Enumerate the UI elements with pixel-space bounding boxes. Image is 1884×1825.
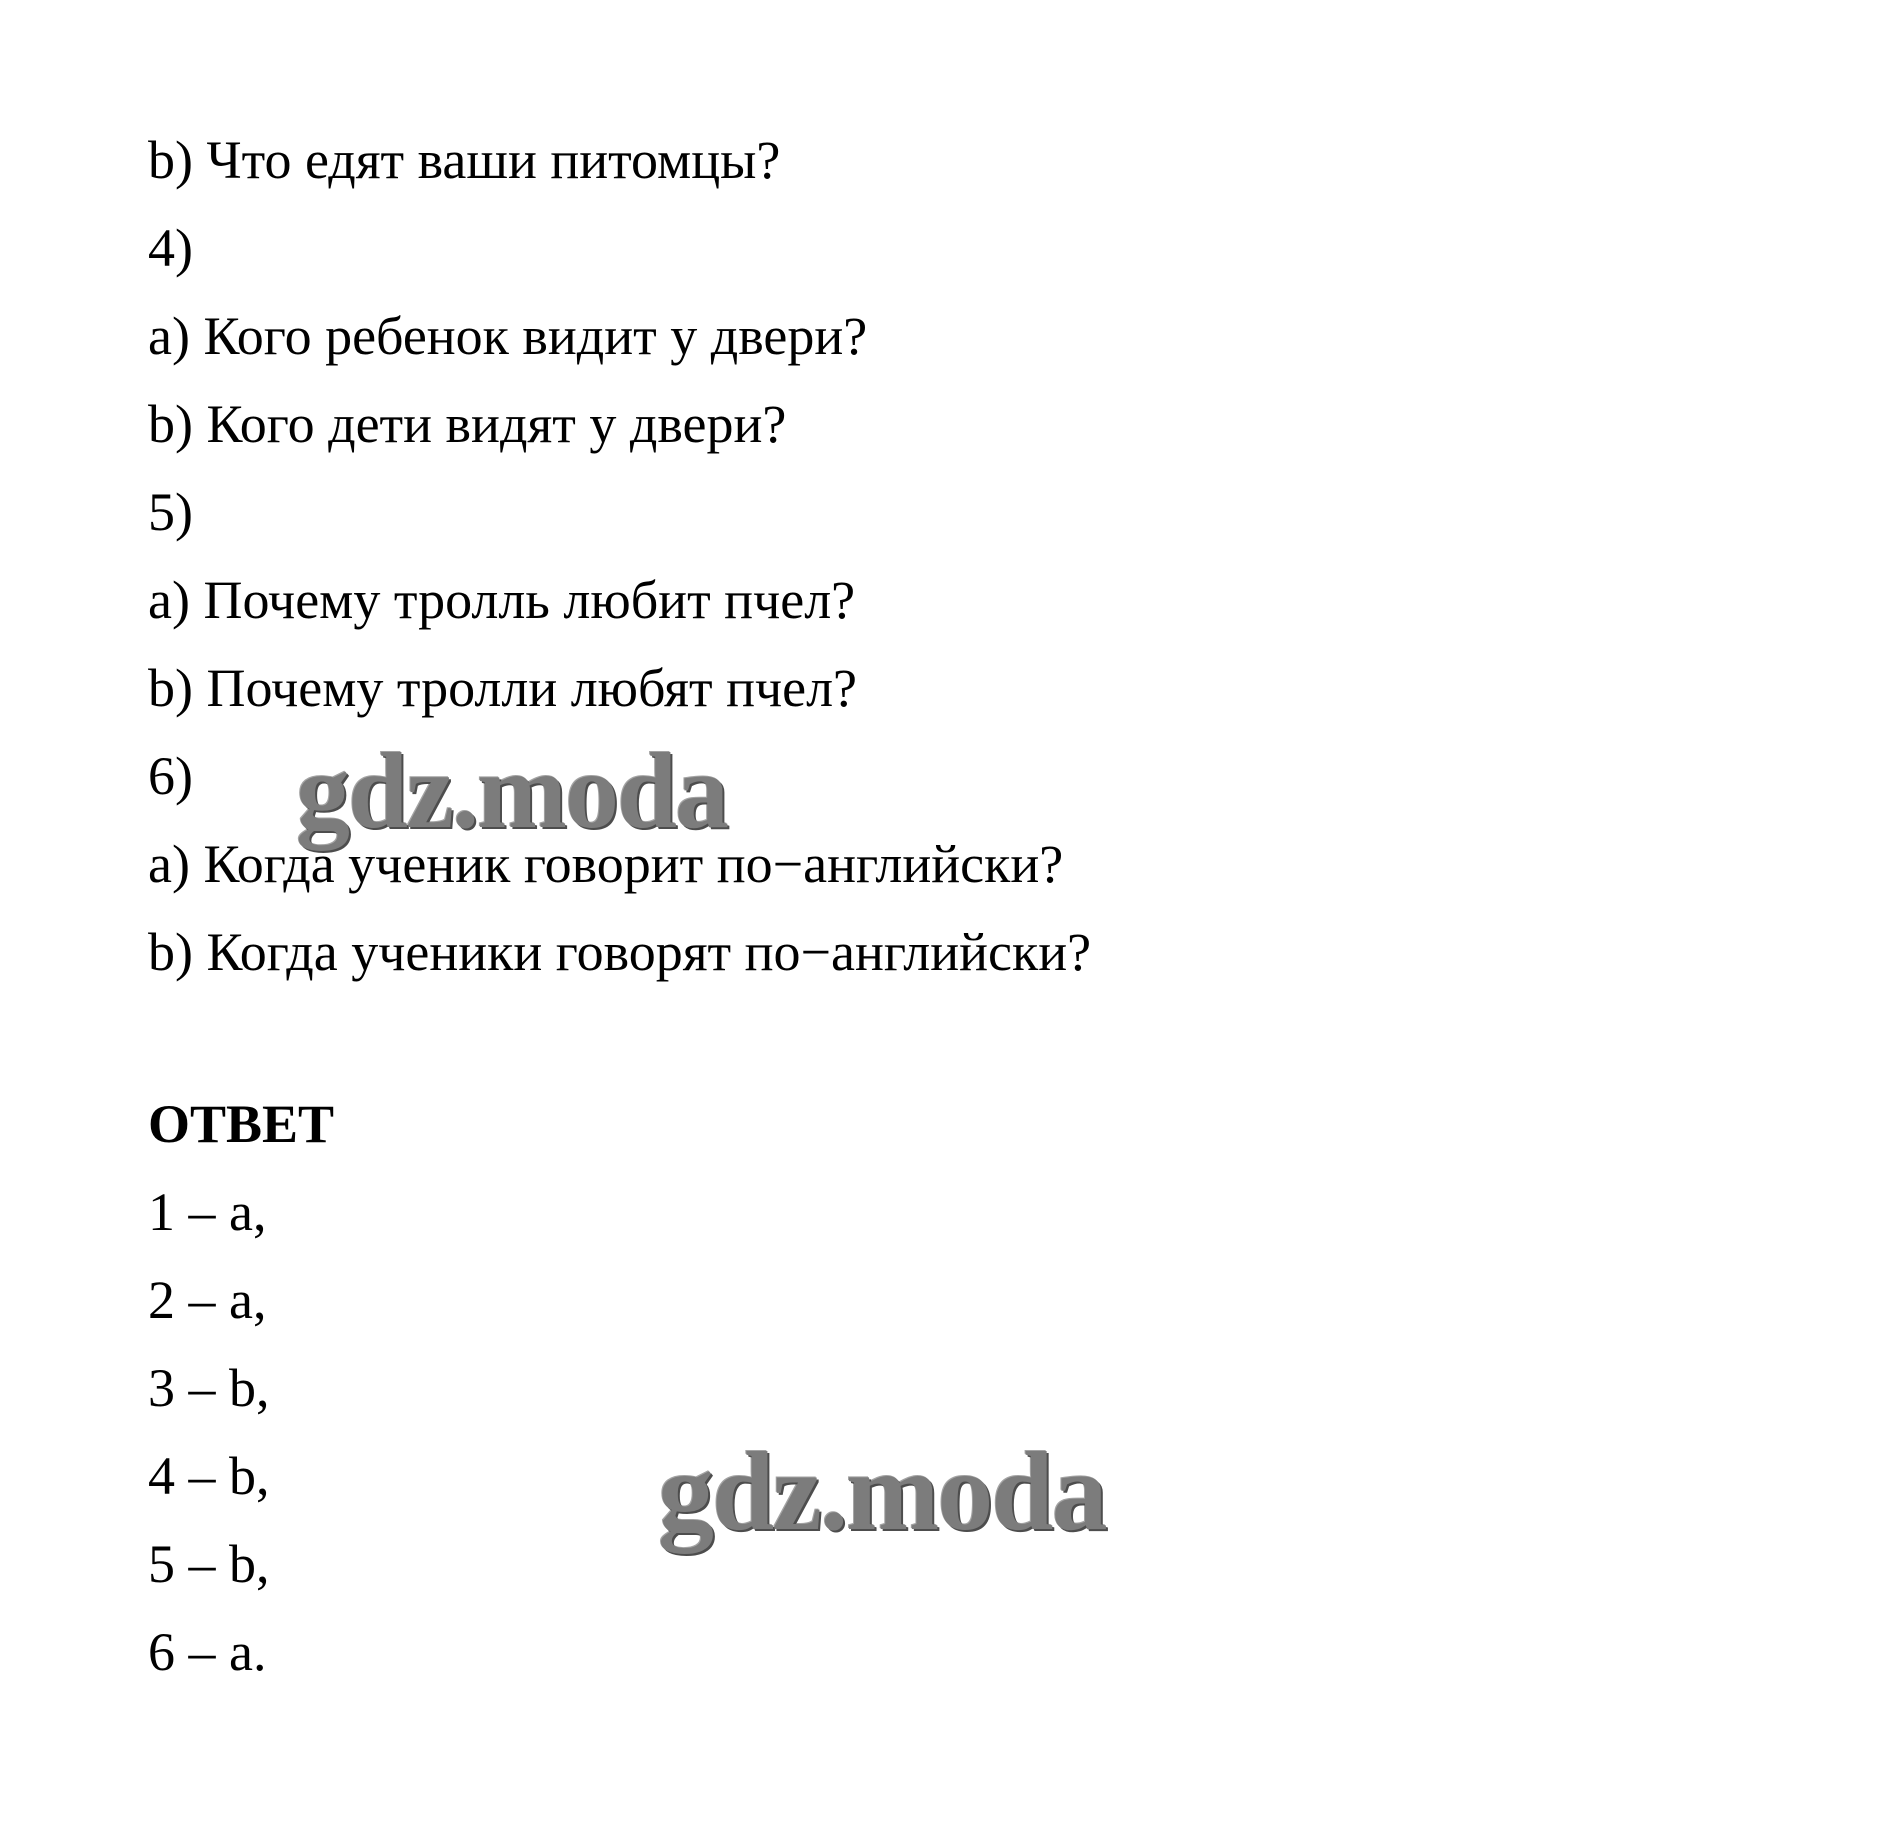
answer-item: 1 – a, xyxy=(148,1182,267,1242)
question-6-number: 6) xyxy=(148,746,193,806)
answer-item: 4 – b, xyxy=(148,1446,270,1506)
question-4b: b) Кого дети видят у двери? xyxy=(148,394,787,454)
answer-item: 2 – a, xyxy=(148,1270,267,1330)
question-6b: b) Когда ученики говорят по−английски? xyxy=(148,922,1092,982)
answer-item: 5 – b, xyxy=(148,1534,270,1594)
watermark-logo-bottom: gdz.moda xyxy=(658,1430,1106,1554)
question-4a: a) Кого ребенок видит у двери? xyxy=(148,306,868,366)
answer-heading: ОТВЕТ xyxy=(148,1094,335,1154)
question-6a: a) Когда ученик говорит по−английски? xyxy=(148,834,1064,894)
question-5-number: 5) xyxy=(148,482,193,542)
watermark-logo-top: gdz.moda xyxy=(296,732,728,851)
question-4-number: 4) xyxy=(148,218,193,278)
question-5b: b) Почему тролли любят пчел? xyxy=(148,658,858,718)
question-5a: a) Почему тролль любит пчел? xyxy=(148,570,856,630)
question-3b: b) Что едят ваши питомцы? xyxy=(148,130,781,190)
answer-item: 6 – a. xyxy=(148,1622,267,1682)
answer-item: 3 – b, xyxy=(148,1358,270,1418)
